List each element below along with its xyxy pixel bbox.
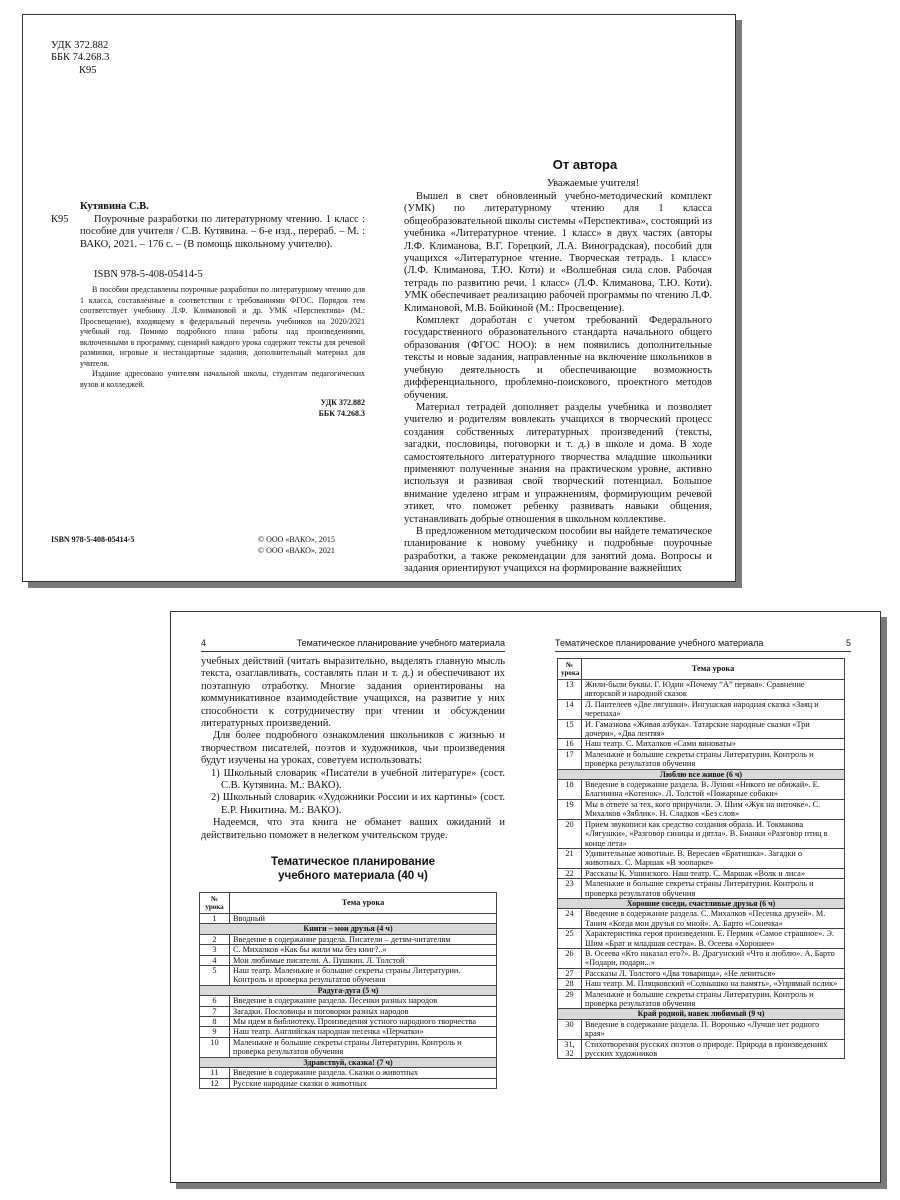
lesson-number: 16 [558, 739, 582, 749]
lesson-topic: Л. Пантелеев «Две лягушки». Ингушская народная сказка «Заяц и черепаха» [582, 699, 845, 719]
section-heading: Книги – мои друзья (4 ч) [200, 924, 497, 934]
section-heading: Люблю все живое (6 ч) [558, 769, 845, 779]
udk-bottom-line: УДК 372.882 [320, 398, 365, 407]
code-line: К95 [79, 64, 97, 76]
table-header-row [200, 893, 497, 914]
lesson-topic: С. Михалков «Как бы жили мы без книг?..» [230, 945, 497, 955]
table-row [200, 1017, 497, 1027]
page-5 [525, 612, 880, 1182]
section-title-line: учебного материала (40 ч) [278, 870, 428, 882]
lesson-topic: Маленькие и большие секреты страны Литературии. Контроль и проверка результатов обучения [582, 879, 845, 899]
table-row [558, 909, 845, 929]
lesson-topic: Введение в содержание раздела. Песенки разных народов [230, 996, 497, 1006]
lesson-number: 5 [200, 966, 230, 986]
lesson-topic: Русские народные сказки о животных [230, 1078, 497, 1088]
table-row [558, 799, 845, 819]
plan-table-right [557, 658, 845, 1059]
isbn-bottom: ISBN 978-5-408-05414-5 [51, 535, 135, 544]
lesson-number: 31, 32 [558, 1039, 582, 1059]
lesson-topic: Характеристика героя произведения. Е. Пермяк «Самое страшное». Э. Шим «Брат и младшая сестра». В. Осеева «Хорошее» [582, 929, 845, 949]
paragraph: Надеемся, что эта книга не обманет ваших ожиданий и действительно поможет в нелегком учительском труде. [201, 817, 505, 841]
foreword-paragraph: В предложенном методическом пособии вы найдете тематическое планирование к новому учебнику и подробные поурочные разработки, а также рекомендации для занятий дома. Вопросы и задания ориентируют учащихся на формирование важнейших [404, 525, 712, 575]
table-row [558, 868, 845, 878]
section-heading: Радуга-дуга (5 ч) [200, 985, 497, 995]
udk-bottom [319, 398, 365, 419]
table-row [558, 739, 845, 749]
lesson-number: 6 [200, 996, 230, 1006]
lesson-topic: В. Осеева «Кто наказал его?». В. Драгунский «Что я люблю». А. Барто «Подари, подари...» [582, 948, 845, 968]
lesson-topic: Рассказы К. Ушинского. Наш театр. С. Маршак «Волк и лиса» [582, 868, 845, 878]
table-row [200, 966, 497, 986]
section-heading: Край родной, навек любимый (9 ч) [558, 1009, 845, 1019]
lesson-number: 28 [558, 979, 582, 989]
table-row [558, 819, 845, 848]
table-row [558, 879, 845, 899]
table-row [558, 1019, 845, 1039]
lesson-number: 18 [558, 780, 582, 800]
foreword-page [379, 15, 735, 581]
table-row [200, 1027, 497, 1037]
imprint-page [23, 15, 379, 581]
lesson-number: 19 [558, 799, 582, 819]
lesson-topic: Введение в содержание раздела. Писатели – детям-читателям [230, 934, 497, 944]
running-head: Тематическое планирование учебного материала [296, 638, 505, 648]
plan-table-left [199, 892, 497, 1089]
bibliographic-description: Поурочные разработки по литературному чтению. 1 класс : пособие для учителя / С.В. Кутявина. – 6-е изд., перераб. – М. : ВАКО, 2021. – 176 с. – (В помощь школьному учителю). [80, 214, 365, 250]
lesson-topic: Мои любимые писатели. А. Пушкин. Л. Толстой [230, 955, 497, 965]
lesson-number: 7 [200, 1006, 230, 1016]
bbk-bottom-line: ББК 74.268.3 [318, 408, 365, 418]
lesson-number: 2 [200, 934, 230, 944]
table-row [200, 1006, 497, 1016]
lesson-number: 1 [200, 914, 230, 924]
lesson-topic: Прием звукописи как средство создания образа. И. Токмакова «Лягушки», «Разговор синицы и дятла». В. Бианки «Разговор птиц в конце лета» [582, 819, 845, 848]
lesson-topic: Введение в содержание раздела. С. Михалков «Песенка друзей». М. Танич «Когда мои друзья со мной». А. Барто «Сонечка» [582, 909, 845, 929]
running-head: Тематическое планирование учебного материала [555, 638, 764, 648]
lesson-topic: Введение в содержание раздела. В. Лунин «Никого не обижай». Е. Благинина «Котенок». Л. Толстой «Пожарные собаки» [582, 780, 845, 800]
lesson-topic: Маленькие и большие секреты страны Литературии. Контроль и проверка результатов обучения [582, 749, 845, 769]
copyright-line: © ООО «ВАКО», 2021 [258, 545, 335, 555]
table-section-row [558, 769, 845, 779]
table-row [200, 1068, 497, 1078]
table-row [558, 979, 845, 989]
table-row [200, 914, 497, 924]
col-header-number: № урока [200, 893, 230, 914]
lesson-number: 22 [558, 868, 582, 878]
lesson-number: 17 [558, 749, 582, 769]
book-spread-bottom [170, 611, 881, 1183]
foreword-paragraph: Вышел в свет обновленный учебно-методический комплект (УМК) по литературному чтению для 1 класса общеобразовательной школы системы «Перспектива», состоящий из учебника «Литературное чтение. 1 класс» в двух частях (авторы Л.Ф. Климанова, В.Г. Горецкий, Л.А. Виноградская), пособий для учащихся «Литературное чтение. Творческая тетрадь. 1 класс» (Л.Ф. Климанова, Т.Ю. Коти) и «Волшебная сила слов. Рабочая тетрадь по развитию речи. 1 класс» (Л.Ф. Климанова, Т.Ю. Коти). УМК обеспечивает реализацию рабочей программы по чтению Л.Ф. Климановой, М.В. Бойкиной (М.: Просвещение). [404, 191, 712, 314]
section-heading: Здравствуй, сказка! (7 ч) [200, 1057, 497, 1067]
lesson-number: 27 [558, 968, 582, 978]
section-heading: Хорошие соседи, счастливые друзья (6 ч) [558, 898, 845, 908]
table-row [558, 848, 845, 868]
audience-text: Издание адресовано учителям начальной школы, студентам педагогических вузов и колледжей. [80, 369, 365, 389]
copyright-line: © ООО «ВАКО», 2015 [258, 535, 335, 544]
table-section-row [558, 1009, 845, 1019]
table-row [200, 934, 497, 944]
lesson-number: 4 [200, 955, 230, 965]
list-item: 1) Школьный словарик «Писатели в учебной литературе» (сост. С.В. Кутявина. М.: ВАКО). [211, 767, 505, 792]
lesson-number: 23 [558, 879, 582, 899]
lesson-number: 15 [558, 719, 582, 739]
col-header-number: № урока [558, 659, 582, 680]
foreword-paragraph: Комплект доработан с учетом требований Федерального государственного образовательного стандарта начального общего образования (ФГОС НОО): в нем появились дополнительные тексты и новые задания, направленные на включение школьников в учебную деятельность и обеспечивающие возможность дифференциального, проблемно-поискового, проектного методов обучения. [404, 315, 712, 401]
author-code: К95 [51, 214, 69, 225]
lesson-topic: Удивительные животные. В. Вересаев «Братишка». Загадки о животных. С. Маршак «В зоопарке» [582, 848, 845, 868]
table-row [200, 1078, 497, 1088]
col-header-topic: Тема урока [230, 893, 497, 914]
lesson-number: 24 [558, 909, 582, 929]
section-title [201, 855, 505, 883]
table-row [558, 749, 845, 769]
annotation [80, 285, 365, 390]
table-section-row [200, 985, 497, 995]
lesson-number: 13 [558, 680, 582, 700]
lesson-number: 25 [558, 929, 582, 949]
lesson-topic: Стихотворения русских поэтов о природе. Природа в произведениях русских художников [582, 1039, 845, 1059]
lesson-number: 21 [558, 848, 582, 868]
book-spread-top [22, 14, 736, 582]
lesson-topic: Наш театр. М. Пляцковский «Солнышко на память», «Упрямый ослик» [582, 979, 845, 989]
lesson-topic: Мы в ответе за тех, кого приручили. Э. Шим «Жук на ниточке». С. Михалков «Зяблик». Н. Сладков «Без слов» [582, 799, 845, 819]
lesson-topic: Маленькие и большие секреты страны Литературии. Контроль и проверка результатов обучения [582, 989, 845, 1009]
page-number: 4 [201, 638, 207, 648]
lesson-topic: Загадки. Пословицы и поговорки разных народов [230, 1006, 497, 1016]
lesson-number: 10 [200, 1037, 230, 1057]
running-header [201, 638, 505, 652]
table-row [558, 968, 845, 978]
lesson-topic: Наш театр. Английская народная песенка «Перчатки» [230, 1027, 497, 1037]
running-header [555, 638, 851, 652]
paragraph: учебных действий (читать выразительно, выделять главную мысль текста, озаглавливать, составлять план и т. д.) и обеспечивают их поэтапную отработку. Многие задания ориентированы на коммуникативное взаимодействие учащихся, на развитие у них способности к сотрудничеству при чтении и обсуждении литературных произведений. [201, 656, 505, 730]
table-row [558, 780, 845, 800]
isbn-line: ISBN 978-5-408-05414-5 [94, 269, 203, 280]
foreword-body [404, 191, 712, 576]
table-section-row [200, 1057, 497, 1067]
page-4 [171, 612, 525, 1182]
lesson-number: 9 [200, 1027, 230, 1037]
table-header-row [558, 659, 845, 680]
lesson-topic: Наш театр. Маленькие и большие секреты страны Литературии. Контроль и проверка результатов обучения [230, 966, 497, 986]
greeting: Уважаемые учителя! [546, 178, 640, 189]
lesson-number: 29 [558, 989, 582, 1009]
lesson-topic: Рассказы Л. Толстого «Два товарища», «Не лениться» [582, 968, 845, 978]
foreword-paragraph: Материал тетрадей дополняет разделы учебника и позволяет учителю и родителям вовлекать учащихся в творческий процесс создания собственных литературных произведений (тексты, загадки, пословицы, поговорки и т. д.) в школе и дома. В ходе самостоятельного литературного творчества младшие школьники применяют полученные знания на практическом уровне, активно используя и развивая свой творческий потенциал. Большое внимание уделено играм и упражнениям, формирующим речевой этикет, что поможет ребенку развивать навыки общения, устанавливать добрые отношения в школьном коллективе. [404, 401, 712, 525]
lesson-topic: Маленькие и большие секреты страны Литературии. Контроль и проверка результатов обучения [230, 1037, 497, 1057]
table-row [200, 996, 497, 1006]
table-section-row [200, 924, 497, 934]
section-title-line: Тематическое планирование [270, 856, 436, 868]
lesson-topic: Жили-были буквы. Г. Юдин «Почему “А” первая». Сравнение авторской и народной сказок [582, 680, 845, 700]
table-row [558, 719, 845, 739]
lesson-topic: Вводный [230, 914, 497, 924]
paragraph: Для более подробного ознакомления школьников с жизнью и творчеством писателей, поэтов и художников, чьи произведения будут изучены на уроках, советуем использовать: [201, 730, 505, 767]
col-header-topic: Тема урока [582, 659, 845, 680]
lesson-topic: Введение в содержание раздела. П. Воронько «Лучше нет родного края» [582, 1019, 845, 1039]
table-row [558, 680, 845, 700]
table-row [200, 945, 497, 955]
author-name: Кутявина С.В. [80, 201, 149, 212]
copyright [258, 535, 335, 556]
lesson-number: 3 [200, 945, 230, 955]
table-row [558, 989, 845, 1009]
table-row [558, 699, 845, 719]
table-row [558, 1039, 845, 1059]
page-4-text [201, 656, 505, 842]
table-row [200, 1037, 497, 1057]
table-row [558, 948, 845, 968]
lesson-number: 26 [558, 948, 582, 968]
list-item: 2) Школьный словарик «Художники России и их картины» (сост. Е.Р. Никитина. М.: ВАКО). [211, 792, 505, 816]
lesson-topic: Введение в содержание раздела. Сказки о животных [230, 1068, 497, 1078]
lesson-topic: И. Гамазкова «Живая азбука». Татарские народные сказки «Три дочери», «Два лентяя» [582, 719, 845, 739]
page-number: 5 [845, 638, 851, 648]
lesson-number: 11 [200, 1068, 230, 1078]
udk-line: УДК 372.882 [51, 40, 109, 51]
lesson-number: 12 [200, 1078, 230, 1088]
lesson-number: 14 [558, 699, 582, 719]
table-section-row [558, 898, 845, 908]
lesson-number: 8 [200, 1017, 230, 1027]
lesson-topic: Наш театр. С. Михалков «Сами виноваты» [582, 739, 845, 749]
udk-block [51, 40, 109, 77]
lesson-topic: Мы идем в библиотеку. Произведения устного народного творчества [230, 1017, 497, 1027]
table-row [558, 929, 845, 949]
foreword-title: От автора [552, 157, 618, 172]
table-row [200, 955, 497, 965]
annotation-text: В пособии представлены поурочные разработки по литературному чтению для 1 класса, составленные в соответствии с требованиями ФГОС. Порядок тем соответствует учебнику Л.Ф. Климановой и др. УМК «Перспектива» (М.: Просвещение), входящему в федеральный перечень учебников на 2020/2021 учебный год. Помимо подробного плана работы над произведениями, включенными в программу, сценарий каждого урока содержит тексты для речевой разминки, игровые и нестандартные задания, дополнительный материал для учителя. [80, 285, 365, 368]
bbk-line: ББК 74.268.3 [51, 52, 110, 64]
lesson-number: 30 [558, 1019, 582, 1039]
lesson-number: 20 [558, 819, 582, 848]
